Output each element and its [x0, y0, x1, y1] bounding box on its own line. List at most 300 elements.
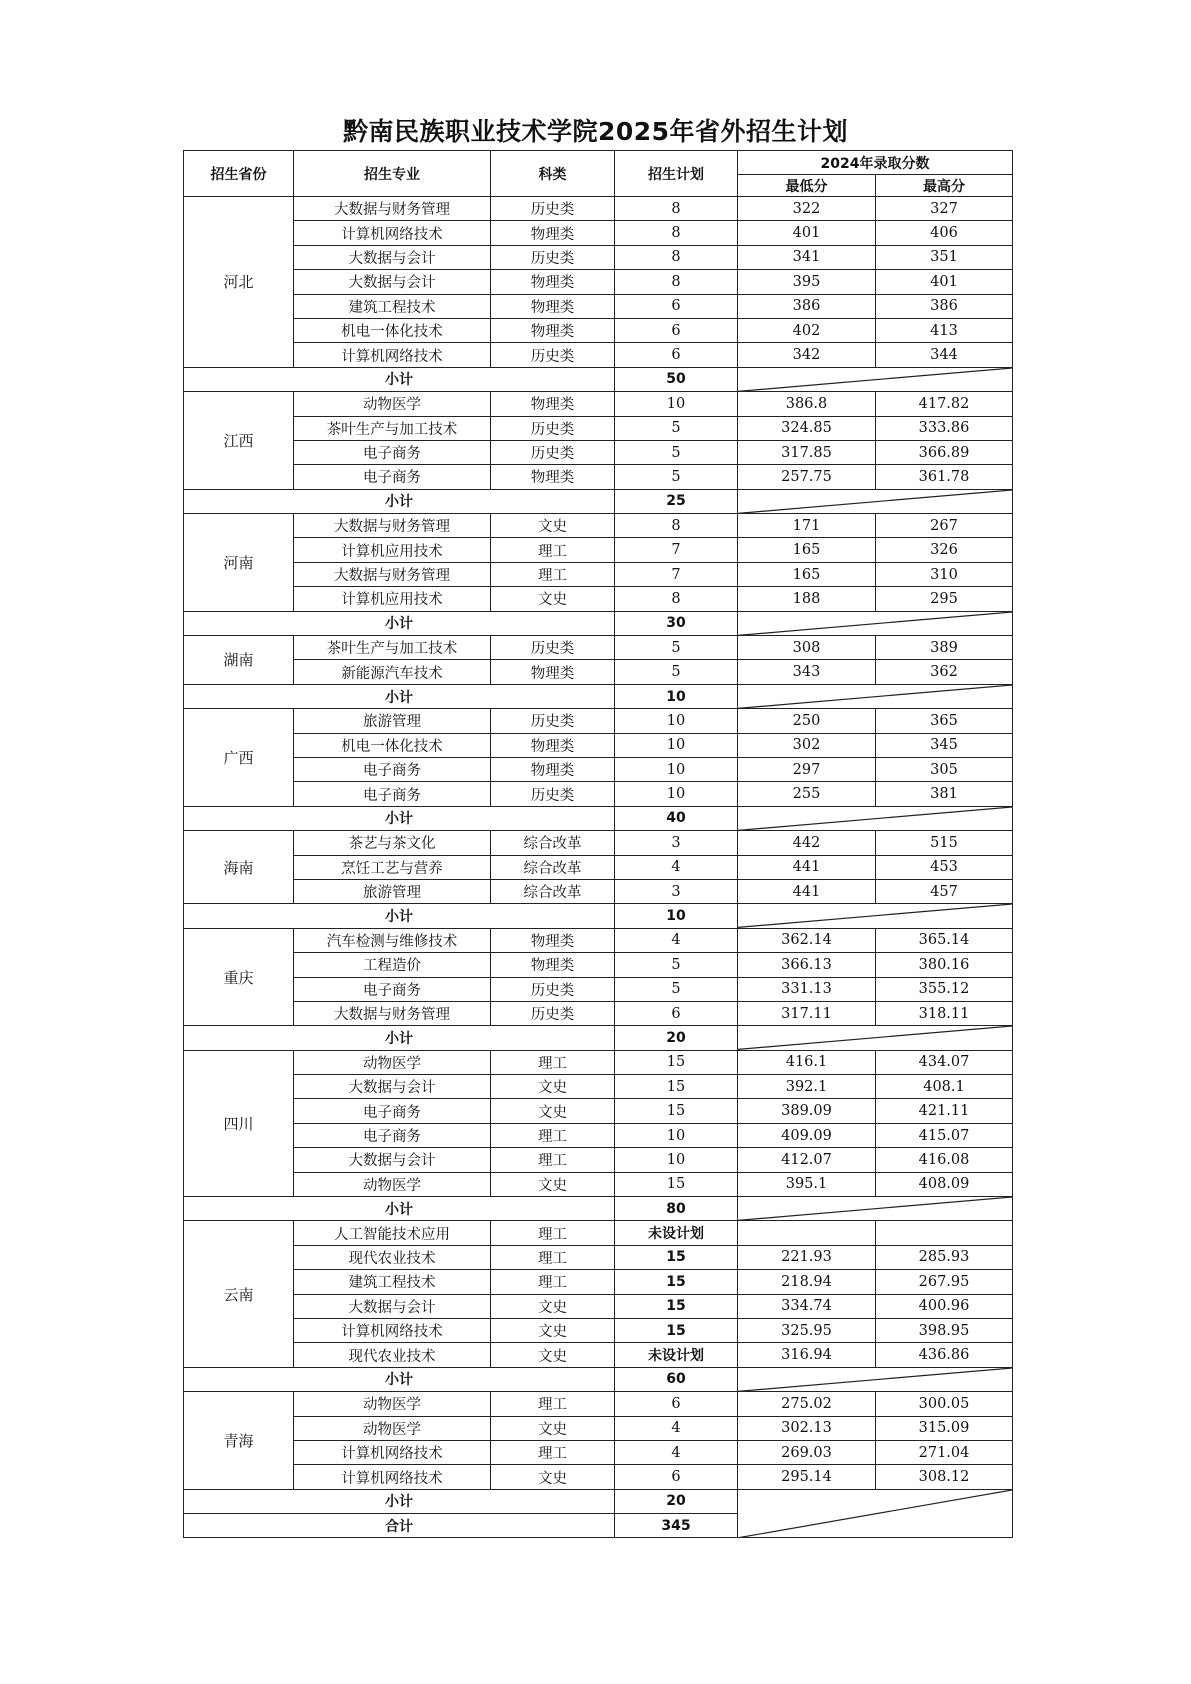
plan-cell: 10	[615, 757, 738, 781]
subtotal-blank-cell	[738, 1367, 1013, 1391]
province-cell: 河北	[184, 197, 294, 368]
min-score-cell: 322	[738, 197, 876, 221]
plan-cell: 6	[615, 1001, 738, 1025]
plan-cell: 10	[615, 1123, 738, 1147]
plan-cell: 15	[615, 1099, 738, 1123]
plan-cell: 5	[615, 977, 738, 1001]
table-row	[184, 782, 1013, 806]
major-cell: 大数据与财务管理	[294, 514, 491, 538]
max-score-cell: 344	[876, 343, 1013, 367]
category-cell: 物理类	[491, 928, 615, 952]
max-score-cell: 285.93	[876, 1245, 1013, 1269]
subtotal-row	[184, 806, 1013, 830]
major-cell: 计算机网络技术	[294, 221, 491, 245]
subtotal-row	[184, 684, 1013, 708]
major-cell: 大数据与财务管理	[294, 562, 491, 586]
max-score-cell: 308.12	[876, 1465, 1013, 1489]
table-row	[184, 953, 1013, 977]
max-score-cell: 386	[876, 294, 1013, 318]
min-score-cell: 412.07	[738, 1148, 876, 1172]
plan-cell: 8	[615, 221, 738, 245]
major-cell: 电子商务	[294, 782, 491, 806]
category-cell: 历史类	[491, 709, 615, 733]
max-score-cell: 381	[876, 782, 1013, 806]
min-score-cell: 316.94	[738, 1343, 876, 1367]
min-score-cell: 325.95	[738, 1318, 876, 1342]
min-score-cell: 386.8	[738, 392, 876, 416]
min-score-cell: 308	[738, 636, 876, 660]
category-cell: 理工	[491, 1392, 615, 1416]
min-score-cell: 334.74	[738, 1294, 876, 1318]
subtotal-row	[184, 1367, 1013, 1391]
min-score-cell: 409.09	[738, 1123, 876, 1147]
category-cell: 历史类	[491, 416, 615, 440]
header-score-group: 2024年录取分数	[738, 151, 1013, 175]
category-cell: 文史	[491, 514, 615, 538]
major-cell: 计算机网络技术	[294, 1440, 491, 1464]
category-cell: 物理类	[491, 953, 615, 977]
major-cell: 建筑工程技术	[294, 1270, 491, 1294]
diagonal-line	[738, 904, 1012, 927]
table-row	[184, 197, 1013, 221]
category-cell: 物理类	[491, 318, 615, 342]
province-cell: 江西	[184, 392, 294, 490]
category-cell: 物理类	[491, 465, 615, 489]
subtotal-row	[184, 611, 1013, 635]
subtotal-value: 50	[615, 367, 738, 391]
subtotal-value: 40	[615, 806, 738, 830]
category-cell: 理工	[491, 538, 615, 562]
table-row	[184, 1123, 1013, 1147]
plan-cell: 4	[615, 1416, 738, 1440]
max-score-cell: 434.07	[876, 1050, 1013, 1074]
subtotal-blank-cell	[738, 1489, 1013, 1538]
min-score-cell: 295.14	[738, 1465, 876, 1489]
min-score-cell: 342	[738, 343, 876, 367]
min-score-cell: 441	[738, 879, 876, 903]
min-score-cell: 402	[738, 318, 876, 342]
header-row	[184, 151, 1013, 175]
category-cell: 物理类	[491, 294, 615, 318]
table-row	[184, 514, 1013, 538]
min-score-cell: 317.85	[738, 440, 876, 464]
category-cell: 文史	[491, 1099, 615, 1123]
plan-cell: 6	[615, 294, 738, 318]
major-cell: 新能源汽车技术	[294, 660, 491, 684]
plan-cell: 未设计划	[615, 1343, 738, 1367]
category-cell: 历史类	[491, 197, 615, 221]
subtotal-blank-cell	[738, 489, 1013, 513]
plan-cell: 5	[615, 440, 738, 464]
major-cell: 大数据与财务管理	[294, 197, 491, 221]
plan-cell: 8	[615, 245, 738, 269]
max-score-cell: 315.09	[876, 1416, 1013, 1440]
category-cell: 理工	[491, 1123, 615, 1147]
category-cell: 物理类	[491, 757, 615, 781]
table-row	[184, 1270, 1013, 1294]
major-cell: 动物医学	[294, 1416, 491, 1440]
table-row	[184, 636, 1013, 660]
plan-cell: 10	[615, 392, 738, 416]
table-row	[184, 587, 1013, 611]
table-row	[184, 977, 1013, 1001]
min-score-cell: 275.02	[738, 1392, 876, 1416]
category-cell: 历史类	[491, 977, 615, 1001]
plan-cell: 6	[615, 318, 738, 342]
plan-cell: 8	[615, 514, 738, 538]
plan-cell: 5	[615, 465, 738, 489]
subtotal-value: 80	[615, 1197, 738, 1221]
subtotal-value: 20	[615, 1026, 738, 1050]
major-cell: 动物医学	[294, 1050, 491, 1074]
table-row	[184, 733, 1013, 757]
subtotal-value: 10	[615, 684, 738, 708]
category-cell: 理工	[491, 562, 615, 586]
plan-cell: 5	[615, 636, 738, 660]
total-value: 345	[615, 1514, 738, 1538]
plan-cell: 5	[615, 660, 738, 684]
table-row	[184, 855, 1013, 879]
max-score-cell: 415.07	[876, 1123, 1013, 1147]
table-row	[184, 538, 1013, 562]
major-cell: 茶叶生产与加工技术	[294, 636, 491, 660]
major-cell: 电子商务	[294, 757, 491, 781]
category-cell: 物理类	[491, 733, 615, 757]
major-cell: 电子商务	[294, 1099, 491, 1123]
max-score-cell: 400.96	[876, 1294, 1013, 1318]
min-score-cell	[738, 1221, 876, 1245]
min-score-cell: 331.13	[738, 977, 876, 1001]
table-row	[184, 1440, 1013, 1464]
table-row	[184, 1465, 1013, 1489]
plan-cell: 6	[615, 1465, 738, 1489]
header-max-score: 最高分	[876, 175, 1013, 197]
subtotal-value: 30	[615, 611, 738, 635]
min-score-cell: 395.1	[738, 1172, 876, 1196]
major-cell: 工程造价	[294, 953, 491, 977]
category-cell: 理工	[491, 1148, 615, 1172]
category-cell: 历史类	[491, 1001, 615, 1025]
table-row	[184, 1343, 1013, 1367]
table-row	[184, 440, 1013, 464]
max-score-cell: 515	[876, 831, 1013, 855]
plan-cell: 15	[615, 1172, 738, 1196]
max-score-cell: 327	[876, 197, 1013, 221]
subtotal-row	[184, 1197, 1013, 1221]
plan-cell: 8	[615, 270, 738, 294]
max-score-cell: 436.86	[876, 1343, 1013, 1367]
table-row	[184, 416, 1013, 440]
table-row	[184, 1172, 1013, 1196]
category-cell: 综合改革	[491, 855, 615, 879]
category-cell: 历史类	[491, 782, 615, 806]
max-score-cell: 351	[876, 245, 1013, 269]
max-score-cell: 345	[876, 733, 1013, 757]
plan-cell: 3	[615, 831, 738, 855]
diagonal-line	[738, 490, 1012, 513]
max-score-cell: 333.86	[876, 416, 1013, 440]
major-cell: 茶叶生产与加工技术	[294, 416, 491, 440]
plan-cell: 6	[615, 1392, 738, 1416]
major-cell: 人工智能技术应用	[294, 1221, 491, 1245]
category-cell: 历史类	[491, 440, 615, 464]
major-cell: 烹饪工艺与营养	[294, 855, 491, 879]
plan-cell: 5	[615, 416, 738, 440]
plan-cell: 10	[615, 782, 738, 806]
header-plan: 招生计划	[615, 151, 738, 197]
max-score-cell: 267	[876, 514, 1013, 538]
max-score-cell: 355.12	[876, 977, 1013, 1001]
major-cell: 汽车检测与维修技术	[294, 928, 491, 952]
diagonal-line	[738, 1490, 1012, 1538]
subtotal-row	[184, 367, 1013, 391]
category-cell: 历史类	[491, 245, 615, 269]
min-score-cell: 366.13	[738, 953, 876, 977]
table-row	[184, 1294, 1013, 1318]
table-row	[184, 318, 1013, 342]
plan-cell: 4	[615, 1440, 738, 1464]
major-cell: 建筑工程技术	[294, 294, 491, 318]
max-score-cell: 362	[876, 660, 1013, 684]
max-score-cell: 413	[876, 318, 1013, 342]
plan-cell: 4	[615, 855, 738, 879]
table-row	[184, 343, 1013, 367]
diagonal-line	[738, 1026, 1012, 1049]
diagonal-line	[738, 1368, 1012, 1391]
category-cell: 文史	[491, 1172, 615, 1196]
subtotal-label: 小计	[184, 1367, 615, 1391]
table-row	[184, 1318, 1013, 1342]
table-row	[184, 270, 1013, 294]
table-row	[184, 1148, 1013, 1172]
min-score-cell: 416.1	[738, 1050, 876, 1074]
min-score-cell: 297	[738, 757, 876, 781]
min-score-cell: 401	[738, 221, 876, 245]
major-cell: 电子商务	[294, 465, 491, 489]
max-score-cell: 416.08	[876, 1148, 1013, 1172]
table-row	[184, 1221, 1013, 1245]
subtotal-blank-cell	[738, 367, 1013, 391]
category-cell: 文史	[491, 587, 615, 611]
major-cell: 茶艺与茶文化	[294, 831, 491, 855]
table-row	[184, 928, 1013, 952]
subtotal-blank-cell	[738, 806, 1013, 830]
plan-cell: 7	[615, 562, 738, 586]
min-score-cell: 221.93	[738, 1245, 876, 1269]
table-row	[184, 1416, 1013, 1440]
plan-cell: 5	[615, 953, 738, 977]
min-score-cell: 302.13	[738, 1416, 876, 1440]
plan-cell: 15	[615, 1318, 738, 1342]
category-cell: 历史类	[491, 636, 615, 660]
table-row	[184, 1001, 1013, 1025]
plan-cell: 6	[615, 343, 738, 367]
category-cell: 理工	[491, 1050, 615, 1074]
subtotal-label: 小计	[184, 1197, 615, 1221]
max-score-cell: 361.78	[876, 465, 1013, 489]
max-score-cell: 271.04	[876, 1440, 1013, 1464]
table-row	[184, 294, 1013, 318]
category-cell: 物理类	[491, 270, 615, 294]
min-score-cell: 188	[738, 587, 876, 611]
table-row	[184, 831, 1013, 855]
table-row	[184, 221, 1013, 245]
plan-cell: 15	[615, 1245, 738, 1269]
min-score-cell: 341	[738, 245, 876, 269]
plan-cell: 15	[615, 1270, 738, 1294]
major-cell: 计算机网络技术	[294, 343, 491, 367]
subtotal-row	[184, 1489, 1013, 1513]
table-row	[184, 1099, 1013, 1123]
subtotal-label: 小计	[184, 489, 615, 513]
max-score-cell: 300.05	[876, 1392, 1013, 1416]
table-row	[184, 1050, 1013, 1074]
major-cell: 大数据与会计	[294, 270, 491, 294]
category-cell: 理工	[491, 1245, 615, 1269]
major-cell: 计算机网络技术	[294, 1465, 491, 1489]
major-cell: 电子商务	[294, 977, 491, 1001]
max-score-cell	[876, 1221, 1013, 1245]
category-cell: 文史	[491, 1318, 615, 1342]
major-cell: 大数据与财务管理	[294, 1001, 491, 1025]
subtotal-row	[184, 489, 1013, 513]
major-cell: 动物医学	[294, 1172, 491, 1196]
category-cell: 历史类	[491, 343, 615, 367]
table-row	[184, 660, 1013, 684]
category-cell: 理工	[491, 1221, 615, 1245]
category-cell: 物理类	[491, 392, 615, 416]
page-title: 黔南民族职业技术学院2025年省外招生计划	[342, 117, 849, 146]
subtotal-label: 小计	[184, 904, 615, 928]
max-score-cell: 380.16	[876, 953, 1013, 977]
table-row	[184, 1245, 1013, 1269]
min-score-cell: 324.85	[738, 416, 876, 440]
diagonal-line	[738, 807, 1012, 830]
plan-cell: 8	[615, 587, 738, 611]
subtotal-value: 20	[615, 1489, 738, 1513]
category-cell: 文史	[491, 1294, 615, 1318]
category-cell: 文史	[491, 1465, 615, 1489]
province-cell: 海南	[184, 831, 294, 904]
max-score-cell: 421.11	[876, 1099, 1013, 1123]
header-min-score: 最低分	[738, 175, 876, 197]
max-score-cell: 389	[876, 636, 1013, 660]
province-cell: 青海	[184, 1392, 294, 1490]
plan-cell: 10	[615, 733, 738, 757]
min-score-cell: 250	[738, 709, 876, 733]
province-cell: 云南	[184, 1221, 294, 1367]
subtotal-label: 小计	[184, 1489, 615, 1513]
table-row	[184, 392, 1013, 416]
max-score-cell: 305	[876, 757, 1013, 781]
min-score-cell: 343	[738, 660, 876, 684]
diagonal-line	[738, 612, 1012, 635]
min-score-cell: 257.75	[738, 465, 876, 489]
header-major: 招生专业	[294, 151, 491, 197]
max-score-cell: 366.89	[876, 440, 1013, 464]
max-score-cell: 406	[876, 221, 1013, 245]
major-cell: 动物医学	[294, 392, 491, 416]
min-score-cell: 386	[738, 294, 876, 318]
subtotal-label: 小计	[184, 806, 615, 830]
max-score-cell: 365	[876, 709, 1013, 733]
max-score-cell: 318.11	[876, 1001, 1013, 1025]
min-score-cell: 362.14	[738, 928, 876, 952]
major-cell: 动物医学	[294, 1392, 491, 1416]
major-cell: 计算机网络技术	[294, 1318, 491, 1342]
plan-cell: 未设计划	[615, 1221, 738, 1245]
max-score-cell: 408.09	[876, 1172, 1013, 1196]
max-score-cell: 267.95	[876, 1270, 1013, 1294]
diagonal-line	[738, 1197, 1012, 1220]
min-score-cell: 255	[738, 782, 876, 806]
min-score-cell: 442	[738, 831, 876, 855]
min-score-cell: 171	[738, 514, 876, 538]
diagonal-line	[738, 685, 1012, 708]
max-score-cell: 295	[876, 587, 1013, 611]
category-cell: 物理类	[491, 221, 615, 245]
major-cell: 计算机应用技术	[294, 538, 491, 562]
plan-cell: 15	[615, 1294, 738, 1318]
max-score-cell: 365.14	[876, 928, 1013, 952]
header-category: 科类	[491, 151, 615, 197]
category-cell: 文史	[491, 1416, 615, 1440]
category-cell: 文史	[491, 1075, 615, 1099]
province-cell: 广西	[184, 709, 294, 807]
category-cell: 理工	[491, 1270, 615, 1294]
plan-cell: 15	[615, 1050, 738, 1074]
max-score-cell: 417.82	[876, 392, 1013, 416]
category-cell: 物理类	[491, 660, 615, 684]
major-cell: 旅游管理	[294, 879, 491, 903]
table-body	[184, 197, 1013, 1538]
major-cell: 大数据与会计	[294, 1294, 491, 1318]
subtotal-value: 60	[615, 1367, 738, 1391]
subtotal-blank-cell	[738, 1197, 1013, 1221]
table-row	[184, 1075, 1013, 1099]
table-row	[184, 465, 1013, 489]
table-row	[184, 757, 1013, 781]
admission-plan-table	[183, 150, 1013, 1538]
subtotal-row	[184, 904, 1013, 928]
plan-cell: 8	[615, 197, 738, 221]
min-score-cell: 165	[738, 562, 876, 586]
subtotal-label: 小计	[184, 684, 615, 708]
table-row	[184, 709, 1013, 733]
min-score-cell: 392.1	[738, 1075, 876, 1099]
category-cell: 理工	[491, 1440, 615, 1464]
min-score-cell: 317.11	[738, 1001, 876, 1025]
min-score-cell: 302	[738, 733, 876, 757]
subtotal-label: 小计	[184, 611, 615, 635]
subtotal-value: 10	[615, 904, 738, 928]
header-province: 招生省份	[184, 151, 294, 197]
min-score-cell: 389.09	[738, 1099, 876, 1123]
min-score-cell: 441	[738, 855, 876, 879]
table-row	[184, 1392, 1013, 1416]
major-cell: 现代农业技术	[294, 1245, 491, 1269]
min-score-cell: 395	[738, 270, 876, 294]
province-cell: 四川	[184, 1050, 294, 1196]
subtotal-value: 25	[615, 489, 738, 513]
max-score-cell: 398.95	[876, 1318, 1013, 1342]
category-cell: 文史	[491, 1343, 615, 1367]
total-label: 合计	[184, 1514, 615, 1538]
subtotal-row	[184, 1026, 1013, 1050]
plan-cell: 7	[615, 538, 738, 562]
plan-cell: 15	[615, 1075, 738, 1099]
major-cell: 旅游管理	[294, 709, 491, 733]
